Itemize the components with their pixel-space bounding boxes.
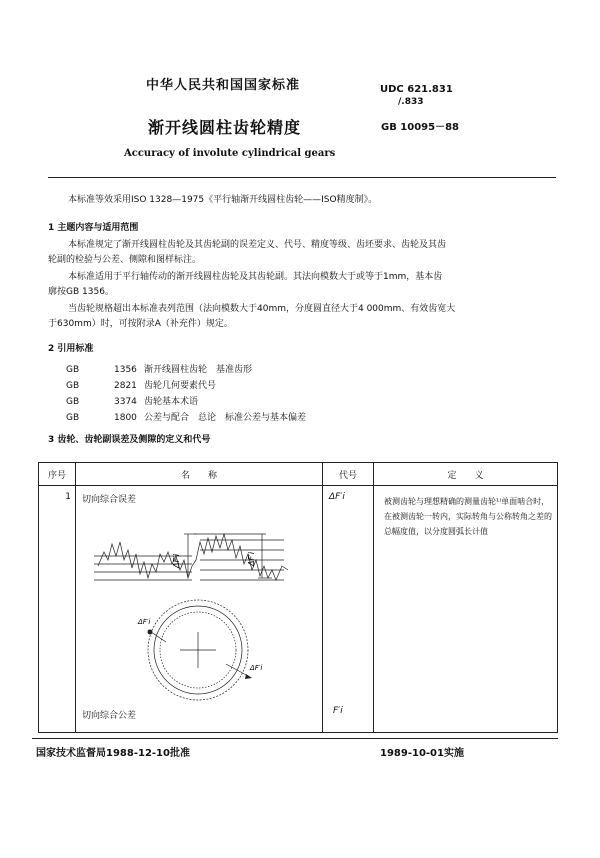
section-1-heading: 1 主题内容与适用范围	[48, 223, 139, 233]
reference-code: GB	[66, 365, 80, 375]
term-name: 切向综合误差	[82, 495, 137, 505]
row-number: 1	[39, 486, 76, 733]
col-header-no: 序号	[39, 463, 76, 486]
figure-label: ΔF′i	[172, 553, 181, 568]
reference-code: GB	[66, 413, 80, 423]
definition-text: 被测齿轮与理想精确的测量齿轮¹⁾单面啮合时，在被测齿轮一转内，实际转角与公称转角之差的总幅度值，以分度圆弧长计值	[374, 486, 558, 733]
reference-number: 3374	[114, 397, 137, 407]
reference-item	[66, 410, 306, 423]
section-1-para-2-line-1: 本标准适用于平行轴传动的渐开线圆柱齿轮及其齿轮副。其法向模数大于或等于1mm，基本齿	[68, 272, 443, 282]
figure-label: ΔF′i	[247, 551, 256, 566]
col-header-name: 名 称	[76, 463, 323, 486]
section-1-para-2-line-2: 廓按GB 1356。	[48, 287, 114, 297]
symbol-code: ΔF′i	[329, 492, 345, 502]
implementation-date: 1989-10-01实施	[380, 748, 464, 759]
udc-code: UDC 621.831	[380, 84, 453, 95]
tangential-error-figure	[76, 504, 320, 704]
reference-code: GB	[66, 381, 80, 391]
intro-paragraph: 本标准等效采用ISO 1328—1975《平行轴渐开线圆柱齿轮——ISO精度制》。	[68, 195, 378, 205]
section-3-heading: 3 齿轮、齿轮副误差及侧隙的定义和代号	[48, 435, 211, 445]
approval-date: 国家技术监督局1988-12-10批准	[36, 748, 190, 759]
udc-code-suffix: /.833	[398, 97, 424, 107]
col-header-definition: 定 义	[374, 463, 558, 486]
col-header-symbol: 代号	[323, 463, 374, 486]
document-title-cn: 渐开线圆柱齿轮精度	[148, 118, 302, 137]
row-symbol-cell	[323, 486, 374, 733]
reference-number: 2821	[114, 381, 137, 391]
document-title-en: Accuracy of involute cylindrical gears	[124, 148, 336, 159]
reference-title: 公差与配合 总论 标准公差与基本偏差	[144, 413, 307, 423]
header-divider	[48, 177, 556, 178]
table-row	[39, 486, 558, 733]
reference-title: 齿轮几何要素代号	[144, 381, 217, 391]
reference-title: 渐开线圆柱齿轮 基准齿形	[144, 365, 253, 375]
reference-item	[66, 362, 252, 375]
section-1-para-1-line-1: 本标准规定了渐开线圆柱齿轮及其齿轮副的误差定义、代号、精度等级、齿坯要求、齿轮及其齿	[68, 240, 447, 250]
symbol-code: F′i	[333, 706, 343, 716]
national-standard-label: 中华人民共和国国家标准	[146, 78, 301, 93]
section-1-para-1-line-2: 轮副的检验与公差、侧隙和图样标注。	[48, 255, 202, 265]
reference-item	[66, 378, 216, 391]
definitions-table	[38, 462, 558, 733]
standard-number: GB 10095－88	[381, 122, 460, 133]
footer-divider	[32, 738, 558, 739]
reference-number: 1356	[114, 365, 137, 375]
row-name-cell	[76, 486, 323, 733]
figure-label: ΔF′i	[250, 664, 263, 672]
reference-title: 齿轮基本术语	[144, 397, 199, 407]
term-name: 切向综合公差	[82, 711, 137, 721]
section-2-heading: 2 引用标准	[48, 344, 94, 354]
table-header-row	[39, 463, 558, 486]
figure-label: ΔF′i	[138, 618, 151, 626]
reference-number: 1800	[114, 413, 137, 423]
section-1-para-3-line-2: 于630mm）时，可按附录A（补充件）规定。	[48, 319, 233, 329]
reference-item	[66, 394, 198, 407]
reference-code: GB	[66, 397, 80, 407]
section-1-para-3-line-1: 当齿轮规格超出本标准表列范围（法向模数大于40mm，分度圆直径大于4 000mm、有效齿宽大	[68, 304, 456, 314]
